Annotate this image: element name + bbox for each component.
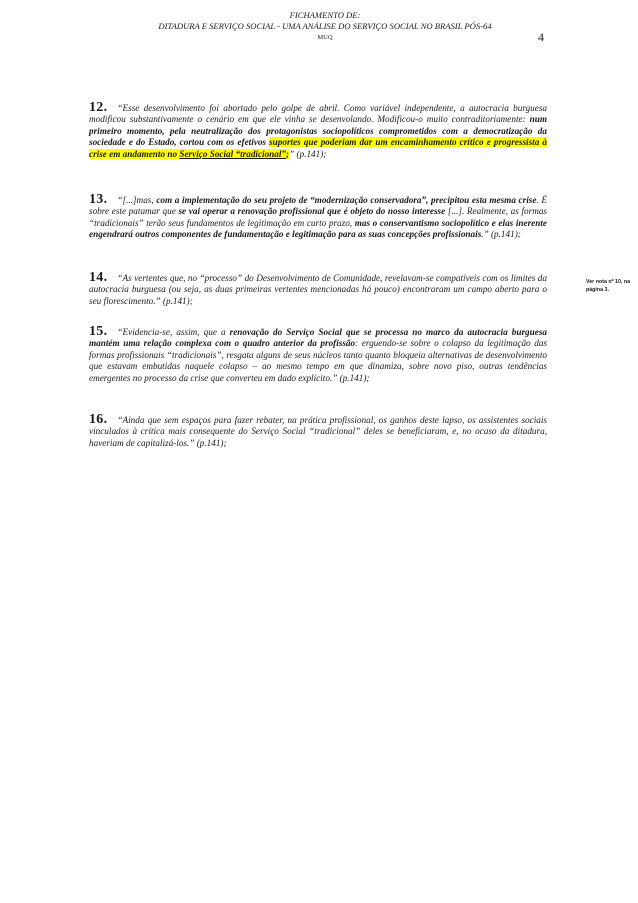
entry-16	[89, 414, 547, 449]
entry-number: 13.	[89, 192, 108, 207]
header-book-title: DITADURA E SERVIÇO SOCIAL - UMA ANÁLISE DO SERVIÇO SOCIAL NO BRASIL PÓS-64	[158, 21, 492, 31]
entry-13	[89, 194, 547, 241]
quote-bold: com a implementação do seu projeto de “modernização conservadora”, precipitou esta mesma crise	[156, 195, 537, 205]
quote-highlight: suportes que poderiam dar um encaminhamento crítico e progressista à crise em andamento no	[89, 137, 547, 159]
quote-highlight-underline	[179, 149, 286, 159]
quote-bold: renovação do Serviço Social que se processa no marco da autocracia burguesa mantém uma relação complexa com o quadro anterior da profissão	[89, 327, 547, 349]
entry-number: 12.	[89, 100, 108, 115]
entry-14	[89, 272, 547, 307]
entry-number: 15.	[89, 324, 108, 339]
quote-bold: num primeiro momento, pela neutralização dos protagonistas sociopolíticos comprometidos com a democratização da sociedade e do Estado, cortou com os efetivos	[89, 114, 547, 148]
citation: ” (p.141);	[289, 148, 327, 159]
quote-text: [...]. Realmente, as formas “tradicionais” terão seus fundamentos de legitimação em curto prazo,	[89, 206, 547, 228]
header-title: FICHAMENTO DE:	[289, 10, 361, 20]
page-header	[90, 10, 560, 43]
page-number: 4	[538, 30, 544, 44]
quote-underlined: Serviço Social “tradicional”	[179, 148, 287, 159]
header-author: MUQ	[317, 34, 333, 41]
quote-text: “As vertentes que, no “processo” do Desenvolvimento de Comunidade, revelavam-se compatíveis com os limites da autocracia burguesa (ou seja, as duas primeiras vertentes mencionadas há pouco) encontraram um campo aberto para o seu florescimento.” (p.141);	[89, 273, 547, 306]
quote-text: . É sobre este patamar que	[89, 195, 547, 217]
entry-15	[89, 326, 547, 384]
entry-number: 14.	[89, 270, 108, 285]
quote-text: “[...]mas,	[117, 195, 157, 205]
entry-12	[89, 102, 547, 160]
quote-highlight-end: ;	[286, 148, 290, 159]
quote-text: “Ainda que sem espaços para fazer rebater, na prática profissional, os ganhos deste lapso, os assistentes sociais vinculados à crítica mais consequente do Serviço Social “tradicional” deles se beneficiaram, e, no ocaso da ditadura, haveriam de capitalizá-los.” (p.141);	[89, 415, 547, 448]
quote-bold: se vai operar a renovação profissional que é objeto do nosso interesse	[178, 206, 446, 217]
quote-text: “Evidencia-se, assim, que a	[117, 327, 230, 337]
quote-text: : erguendo-se sobre o colapso da legitimação das formas profissionais “tradicionais”, resgata alguns de seus núcleos tanto quanto bloqueia alternativas de desenvolvimento que estavam embutidas naquele colapso – ao mesmo tempo em que dinamiza, sobre novo piso, outras tendências emergentes no processo da crise que converteu em dado explícito.” (p.141);	[89, 338, 547, 383]
citation: .” (p.141);	[481, 229, 521, 240]
margin-note: Ver nota nº 10, na página 3.	[586, 279, 631, 293]
quote-bold: mas o conservantismo sociopolítico e elas inerente engendrará outros componentes de fundamentação e legitimação para as suas concepções profissionais	[89, 217, 547, 240]
entry-number: 16.	[89, 412, 108, 427]
quote-text: “Esse desenvolvimento foi abortado pelo golpe de abril. Como variável independente, a autocracia burguesa modificou substantivamente o cenário em que ele vinha se desenvolando. Modificou-o muito contraditoriamente:	[89, 103, 547, 125]
